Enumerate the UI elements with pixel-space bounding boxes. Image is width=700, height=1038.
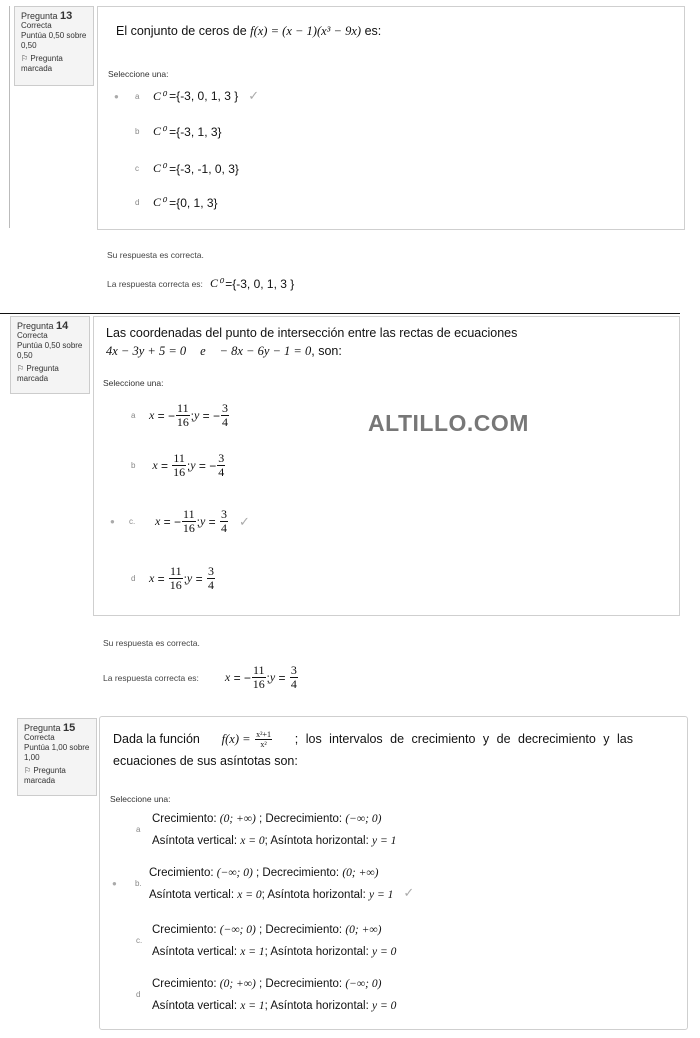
question-text-14: Las coordenadas del punto de intersección entre las rectas de ecuaciones 4x − 3y + 5 = 0 e − 8x − 6y − 1 = 0, son: xyxy=(106,326,518,358)
correct-answer-14: La respuesta correcta es: x = − $\frac{11}{16}$ ; y = $\frac{3}{4}$ xyxy=(103,663,297,691)
question-info-14 xyxy=(10,316,90,394)
question-score: Puntúa 0,50 sobre 0,50 xyxy=(21,31,87,50)
question-status: Correcta xyxy=(17,331,48,340)
question-score: Puntúa 1,00 sobre 1,00 xyxy=(24,743,90,762)
select-prompt: Seleccione una: xyxy=(110,794,171,804)
radio-selected-icon[interactable]: ● xyxy=(110,517,115,526)
select-prompt: Seleccione una: xyxy=(103,378,164,388)
option-b[interactable]: b x = $\frac{11}{16}$ ; y = − $\frac{3}{4}$ xyxy=(131,451,225,479)
flag-question-button[interactable]: ⚐ Pregunta marcada xyxy=(17,364,59,383)
watermark: ALTILLO.COM xyxy=(368,410,529,436)
question-info-13 xyxy=(14,6,94,86)
flag-icon: ⚐ xyxy=(24,766,32,775)
option-a[interactable]: ● a C⁰ ={-3, 0, 1, 3 } ✓ xyxy=(114,88,260,103)
option-d[interactable]: d C⁰ ={0, 1, 3} xyxy=(135,195,218,210)
option-a[interactable]: a Crecimiento: (0; +∞) ; Decrecimiento: (−∞; 0) Asíntota vertical: x = 0; Asíntota horizontal: y = 1 xyxy=(136,813,397,847)
divider xyxy=(0,313,680,314)
feedback-13: Su respuesta es correcta. xyxy=(107,250,204,260)
option-c[interactable]: ● c. x = − $\frac{11}{16}$ ; y = $\frac{3}{4}$ ✓ xyxy=(110,507,250,535)
option-a[interactable]: a x = − $\frac{11}{16}$ ; y = − $\frac{3}{4}$ xyxy=(131,401,228,429)
question-text-15: Dada la función f(x) = $\frac{\text{x²+1}}{\text{x²}}$ ; los intervalos de crecimiento y de decrecimiento y las ecuaciones de sus asíntotas son: xyxy=(113,729,633,768)
flag-question-button[interactable]: ⚐ Pregunta marcada xyxy=(24,766,66,785)
question-status: Correcta xyxy=(24,733,55,742)
question-status: Correcta xyxy=(21,21,52,30)
radio-selected-icon[interactable]: ● xyxy=(114,91,119,101)
flag-icon: ⚐ xyxy=(21,54,29,63)
question-info-15 xyxy=(17,718,97,796)
flag-question-button[interactable]: ⚐ Pregunta marcada xyxy=(21,54,63,73)
question-number: Pregunta 14 xyxy=(17,320,69,332)
option-c[interactable]: c. Crecimiento: (−∞; 0) ; Decrecimiento: (0; +∞) Asíntota vertical: x = 1; Asíntota horizontal: y = 0 xyxy=(136,924,397,958)
feedback-14: Su respuesta es correcta. xyxy=(103,638,200,648)
left-border xyxy=(9,6,10,228)
option-b[interactable]: b C⁰ ={-3, 1, 3} xyxy=(135,124,222,139)
question-text-13: El conjunto de ceros de f(x) = (x − 1)(x³ − 9x) es: xyxy=(116,24,382,38)
question-score: Puntúa 0,50 sobre 0,50 xyxy=(17,341,83,360)
option-c[interactable]: c C⁰ ={-3, -1, 0, 3} xyxy=(135,161,239,176)
question-number: Pregunta 13 xyxy=(21,10,73,22)
radio-selected-icon[interactable]: ● xyxy=(112,879,117,888)
flag-icon: ⚐ xyxy=(17,364,25,373)
option-b[interactable]: ● b. Crecimiento: (−∞; 0) ; Decrecimiento: (0; +∞) Asíntota vertical: x = 0; Asíntota horizontal: y = 1 ✓ xyxy=(112,862,414,906)
option-d[interactable]: d x = $\frac{11}{16}$ ; y = $\frac{3}{4}$ xyxy=(131,564,214,592)
check-icon: ✓ xyxy=(248,88,260,103)
select-prompt: Seleccione una: xyxy=(108,69,169,79)
check-icon: ✓ xyxy=(403,885,415,900)
check-icon: ✓ xyxy=(238,513,250,529)
question-number: Pregunta 15 xyxy=(24,722,76,734)
option-d[interactable]: d Crecimiento: (0; +∞) ; Decrecimiento: (−∞; 0) Asíntota vertical: x = 1; Asíntota horizontal: y = 0 xyxy=(136,978,397,1012)
correct-answer-13: La respuesta correcta es: C⁰ ={-3, 0, 1, 3 } xyxy=(107,276,295,291)
